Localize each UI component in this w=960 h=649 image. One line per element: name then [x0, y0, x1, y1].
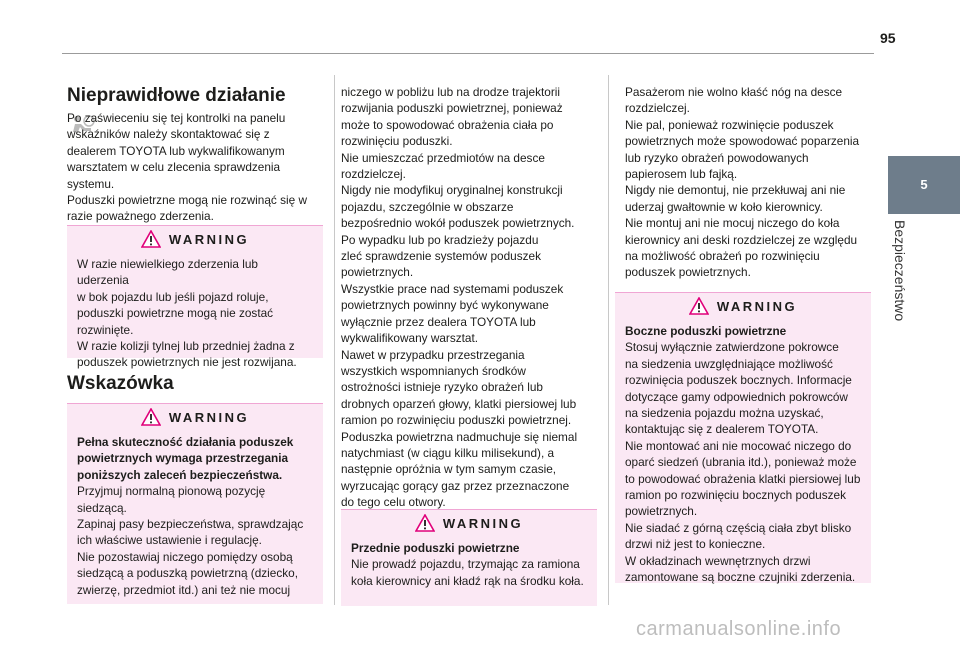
column2-text: niczego w pobliżu lub na drodze trajektorii rozwijania poduszki powietrznej, ponieważ może to spowodować obrażenia ciała po rozwinięciu poduszki. Nie umieszczać przedmiotów na desce rozdzielczej. Nigdy nie modyfikuj oryginalnej konstrukcji pojazdu, szczególnie w obszarze bezpośrednio wokół poduszek powietrznych. Po wypadku lub po kradzieży pojazdu zleć sprawdzenie systemów poduszek powietrznych. Wszystkie prace nad systemami poduszek powietrznych powinny być wykonywane wyłącznie przez dealera TOYOTA lub wykwalifikowany warsztat. Nawet w przypadku przestrzegania wszystkich wspomnianych środków ostrożności istnieje ryzyko obrażeń lub drobnych oparzeń głowy, klatki piersiowej lub ramion po rozwinięciu poduszki powietrznej. Poduszka powietrzna nadmuchuje się niemal natychmiast (w ciągu kilku milisekund), a następnie opróżnia w tym samym czasie, wyrzucając gorący gaz przez przeznaczone do tego celu otwory. [341, 85, 578, 510]
warning-title: WARNING [168, 231, 250, 247]
intro-text: Po zaświeceniu się tej kontrolki na panelu wskaźników należy skontaktować się z dealerem TOYOTA lub wykwalifikowanym warsztatem w celu zlecenia sprawdzenia systemu. Poduszki powietrzne mogą nie rozwinąć się w razie poważnego zderzenia. [67, 111, 307, 224]
page-number: 95 [880, 30, 896, 46]
warning-box-1 [67, 225, 323, 370]
section-heading-2: Wskazówka [67, 373, 174, 394]
warning-box-3 [341, 509, 597, 606]
warning-title: WARNING [716, 298, 798, 314]
warning-bold-text: Przednie poduszki powietrzne [351, 541, 520, 555]
warning-bold-text: Boczne poduszki powietrzne [625, 324, 787, 338]
column-divider [608, 75, 609, 605]
warning-text: W razie niewielkiego zderzenia lub uderzenia w bok pojazdu lub jeśli pojazd roluje, poduszki powietrzne mogą nie zostać rozwinięte. W razie kolizji tylnej lub przedniej żadna z poduszek powietrznych nie jest rozwijana. [77, 257, 297, 370]
chapter-tab[interactable]: 5 [888, 156, 960, 214]
watermark: carmanualsonline.info [636, 618, 842, 640]
column3-text: Pasażerom nie wolno kłaść nóg na desce rozdzielczej. Nie pal, ponieważ rozwinięcie poduszek powietrznych może spowodować poparzenia lub ryzyko obrażeń powodowanych papierosem lub fajką. Nigdy nie demontuj, nie przekłuwaj ani nie uderzaj gwałtownie w koło kierownicy. Nie montuj ani nie mocuj niczego do koła kierownicy ani deski rozdzielczej ze względu na możliwość obrażeń po rozwinięciu poduszek powietrznych. [625, 85, 860, 280]
warning-title: WARNING [442, 515, 524, 531]
warning-text: Przyjmuj normalną pionową pozycję siedzącą. Zapinaj pasy bezpieczeństwa, sprawdzając ich właściwe ustawienie i regulację. Nie pozostawiaj niczego pomiędzy osobą siedzącą a poduszką powietrzną (dziecko, zwierzę, przedmiot itd.) ani też nie mocuj [77, 484, 304, 597]
warning-triangle-icon [415, 514, 435, 532]
warning-box-4 [615, 292, 871, 583]
warning-text: Nie prowadź pojazdu, trzymając za ramiona koła kierownicy ani kładź rąk na środku koła. [351, 557, 584, 588]
warning-triangle-icon [141, 230, 161, 248]
warning-title: WARNING [168, 409, 250, 425]
chapter-label: Bezpieczeństwo [892, 220, 908, 322]
top-rule [62, 53, 874, 54]
section-heading: Nieprawidłowe działanie [67, 85, 286, 106]
warning-bold-text: Pełna skuteczność działania poduszek powietrznych wymaga przestrzegania poniższych zaleceń bezpieczeństwa. [77, 435, 294, 482]
warning-box-2 [67, 403, 323, 604]
warning-triangle-icon [141, 408, 161, 426]
warning-text: Stosuj wyłącznie zatwierdzone pokrowce na siedzenia uwzględniające możliwość rozwinięcia poduszek bocznych. Informacje dotyczące gamy odpowiednich pokrowców na siedzenia pojazdu można uzyskać, kontaktując się z dealerem TOYOTA. Nie montować ani nie mocować niczego do oparć siedzeń (ubrania itd.), ponieważ może to powodować obrażenia klatki piersiowej lub ramion po rozwinięciu bocznych poduszek powietrznych. Nie siadać z górną częścią ciała zbyt blisko drzwi niż jest to konieczne. W okładzinach wewnętrznych drzwi zamontowane są boczne czujniki zderzenia. [625, 340, 861, 585]
column-divider [334, 75, 335, 605]
warning-triangle-icon [689, 297, 709, 315]
